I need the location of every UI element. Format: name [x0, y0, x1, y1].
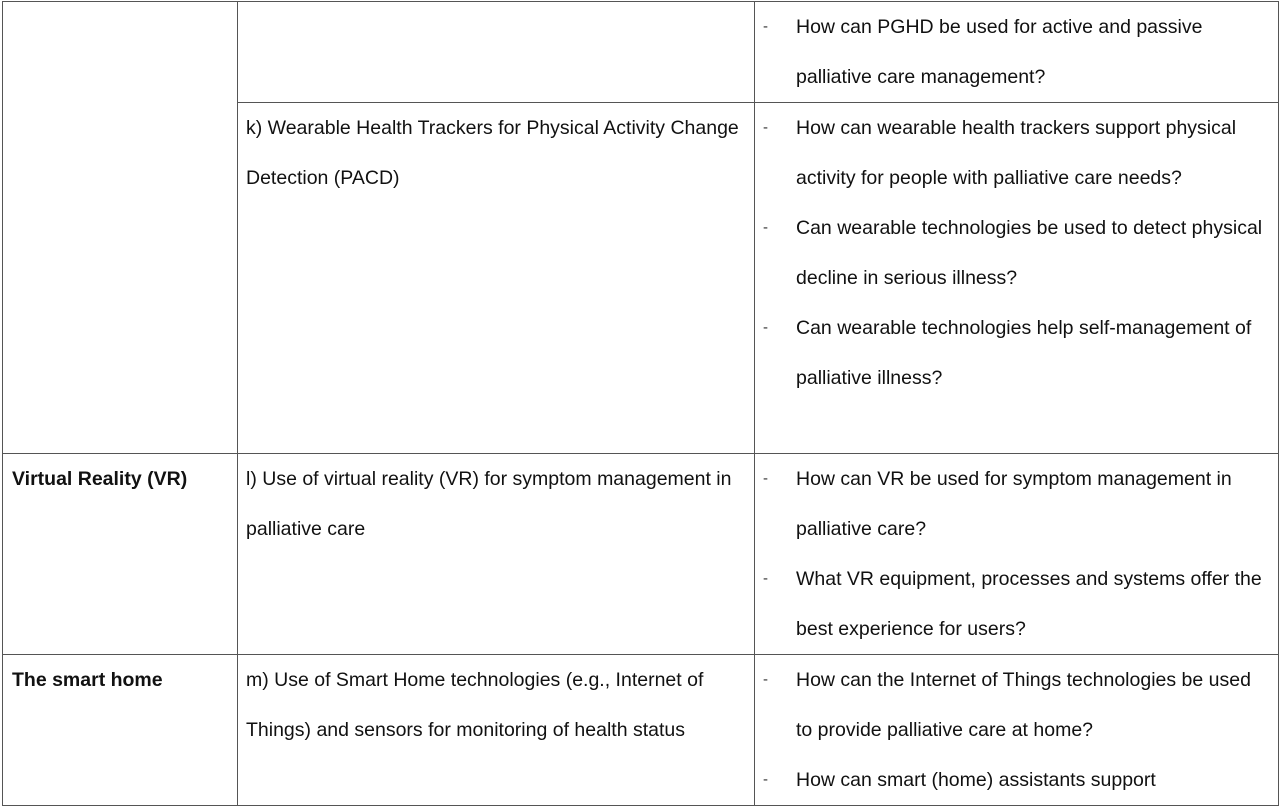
question-item — [755, 454, 1278, 554]
bullet-dash: - — [763, 319, 768, 336]
topic-cell: k) Wearable Health Trackers for Physical Activity Change Detection (PACD) — [238, 103, 755, 454]
question-text: How can the Internet of Things technologies be used to provide palliative care at home? — [796, 669, 1251, 741]
category-cell: Virtual Reality (VR) — [3, 454, 238, 655]
topic-cell: m) Use of Smart Home technologies (e.g., Internet of Things) and sensors for monitoring of health status — [238, 655, 755, 806]
question-item — [755, 554, 1278, 654]
topic-cell — [238, 2, 755, 103]
topic-cell: l) Use of virtual reality (VR) for symptom management in palliative care — [238, 454, 755, 655]
bullet-dash: - — [763, 119, 768, 136]
bullet-dash: - — [763, 570, 768, 587]
questions-cell — [755, 454, 1279, 655]
table-row — [3, 655, 1279, 806]
questions-cell — [755, 655, 1279, 806]
question-item — [755, 2, 1278, 102]
question-text: How can PGHD be used for active and passive palliative care management? — [796, 16, 1203, 88]
question-text: What VR equipment, processes and systems offer the best experience for users? — [796, 568, 1262, 640]
question-text: Can wearable technologies help self-management of palliative illness? — [796, 317, 1252, 389]
question-text: How can smart (home) assistants support — [796, 769, 1156, 791]
question-item — [755, 103, 1278, 203]
question-item — [755, 203, 1278, 303]
bullet-dash: - — [763, 18, 768, 35]
questions-cell — [755, 2, 1279, 103]
table-row — [3, 2, 1279, 103]
question-item — [755, 655, 1278, 755]
question-item — [755, 303, 1278, 403]
questions-cell — [755, 103, 1279, 454]
bullet-dash: - — [763, 771, 768, 788]
category-cell: The smart home — [3, 655, 238, 806]
question-text: How can VR be used for symptom management in palliative care? — [796, 468, 1232, 540]
table-row — [3, 454, 1279, 655]
bullet-dash: - — [763, 470, 768, 487]
research-questions-table — [2, 1, 1279, 806]
bullet-dash: - — [763, 671, 768, 688]
category-cell-empty — [3, 2, 238, 454]
question-text: How can wearable health trackers support physical activity for people with palliative care needs? — [796, 117, 1237, 189]
bullet-dash: - — [763, 219, 768, 236]
question-text: Can wearable technologies be used to detect physical decline in serious illness? — [796, 217, 1263, 289]
question-item — [755, 755, 1278, 805]
